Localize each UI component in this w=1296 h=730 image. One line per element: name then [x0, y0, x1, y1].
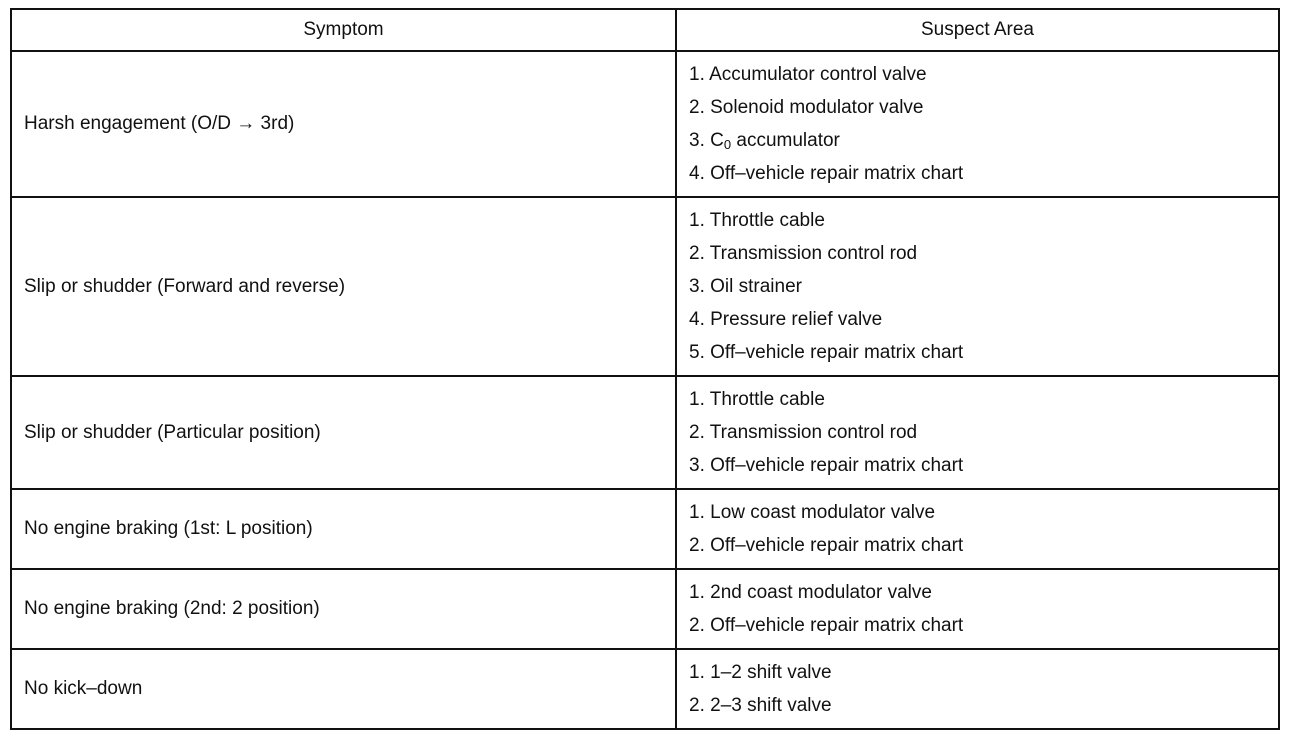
header-suspect-area: Suspect Area — [676, 9, 1279, 51]
suspect-area-item: 1. Throttle cable — [689, 210, 825, 231]
table-row — [11, 569, 1279, 649]
suspect-area-cell — [676, 489, 1279, 569]
suspect-area-item: 2. Transmission control rod — [689, 243, 918, 264]
suspect-area-item: 1. Accumulator control valve — [689, 64, 927, 85]
suspect-area-cell — [676, 569, 1279, 649]
suspect-area-cell — [676, 51, 1279, 197]
suspect-area-item: 2. Off–vehicle repair matrix chart — [689, 535, 964, 556]
suspect-area-item: 1. 2nd coast modulator valve — [689, 582, 932, 603]
symptom-cell: No engine braking (2nd: 2 position) — [11, 569, 676, 649]
suspect-area-item: 5. Off–vehicle repair matrix chart — [689, 342, 964, 363]
suspect-area-item: 3. $C_0$ accumulator — [689, 130, 840, 152]
suspect-area-item: 1. Low coast modulator valve — [689, 502, 936, 523]
suspect-area-item: 2. 2–3 shift valve — [689, 695, 832, 716]
symptom-cell: No engine braking (1st: L position) — [11, 489, 676, 569]
suspect-area-item: 2. Solenoid modulator valve — [689, 97, 924, 118]
suspect-area-item: 4. Pressure relief valve — [689, 309, 883, 330]
table-row — [11, 376, 1279, 489]
table-row — [11, 51, 1279, 197]
symptom-cell: Slip or shudder (Forward and reverse) — [11, 197, 676, 376]
table-row — [11, 649, 1279, 729]
diagnosis-table — [10, 8, 1280, 730]
table-row — [11, 197, 1279, 376]
header-symptom: Symptom — [11, 9, 676, 51]
table-body — [11, 51, 1279, 729]
suspect-area-item: 4. Off–vehicle repair matrix chart — [689, 163, 964, 184]
suspect-area-item: 3. Off–vehicle repair matrix chart — [689, 455, 964, 476]
symptom-cell: No kick–down — [11, 649, 676, 729]
symptom-cell: Slip or shudder (Particular position) — [11, 376, 676, 489]
suspect-area-item: 2. Transmission control rod — [689, 422, 918, 443]
suspect-area-cell — [676, 197, 1279, 376]
subscript-zero: 0 — [723, 137, 732, 152]
suspect-area-item: 1. 1–2 shift valve — [689, 662, 832, 683]
suspect-area-item: 2. Off–vehicle repair matrix chart — [689, 615, 964, 636]
suspect-area-cell — [676, 649, 1279, 729]
suspect-area-item: 3. Oil strainer — [689, 276, 802, 297]
suspect-area-item: 1. Throttle cable — [689, 389, 825, 410]
symptom-cell: Harsh engagement (O/D → 3rd) — [11, 51, 676, 197]
suspect-area-cell — [676, 376, 1279, 489]
table-row — [11, 489, 1279, 569]
table-header-row — [11, 9, 1279, 51]
diagnosis-table-container — [10, 8, 1280, 730]
